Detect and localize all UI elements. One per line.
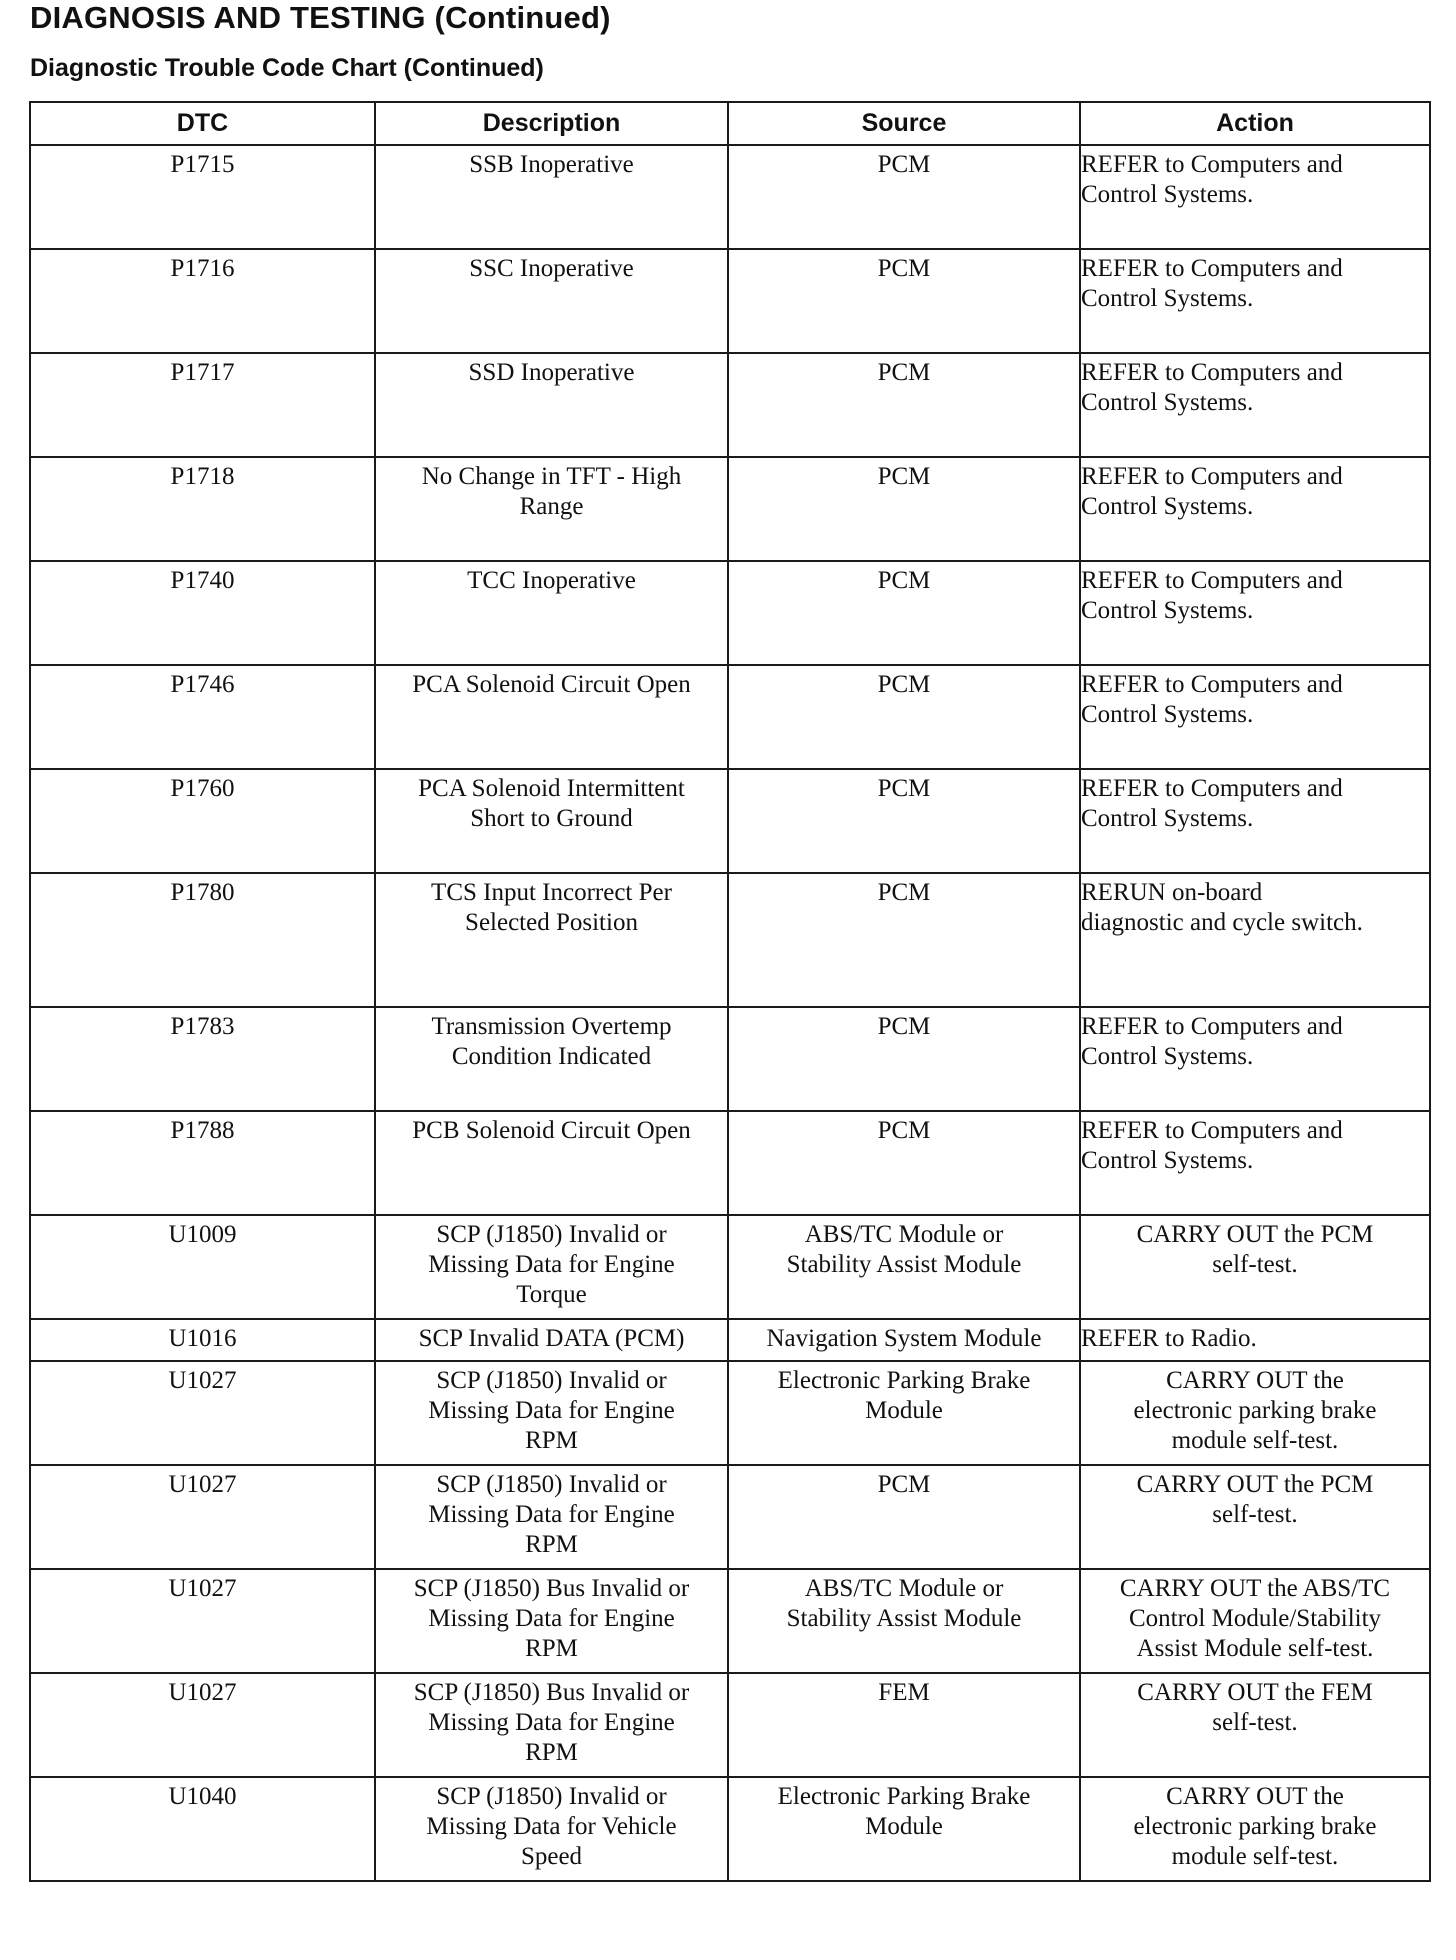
dtc-code: P1783 <box>30 1007 375 1111</box>
dtc-code: U1027 <box>30 1361 375 1465</box>
dtc-description: No Change in TFT - High Range <box>375 457 728 561</box>
dtc-description: SCP (J1850) Invalid or Missing Data for Engine Torque <box>375 1215 728 1319</box>
table-row <box>30 873 1430 1007</box>
dtc-description: SSC Inoperative <box>375 249 728 353</box>
dtc-source: PCM <box>728 457 1080 561</box>
table-row <box>30 1361 1430 1465</box>
dtc-source: PCM <box>728 353 1080 457</box>
table-row <box>30 1111 1430 1215</box>
dtc-action: REFER to Computers and Control Systems. <box>1080 1007 1430 1111</box>
dtc-code: P1740 <box>30 561 375 665</box>
dtc-table <box>29 101 1431 1882</box>
dtc-description: SSD Inoperative <box>375 353 728 457</box>
dtc-description: SCP (J1850) Invalid or Missing Data for Engine RPM <box>375 1361 728 1465</box>
table-row <box>30 457 1430 561</box>
table-row <box>30 1569 1430 1673</box>
dtc-action: REFER to Computers and Control Systems. <box>1080 561 1430 665</box>
dtc-source: PCM <box>728 561 1080 665</box>
dtc-code: P1760 <box>30 769 375 873</box>
column-header-dtc: DTC <box>30 102 375 145</box>
dtc-action: REFER to Computers and Control Systems. <box>1080 769 1430 873</box>
dtc-action: CARRY OUT the PCM self-test. <box>1080 1465 1430 1569</box>
table-header-row <box>30 102 1430 145</box>
page-title: DIAGNOSIS AND TESTING (Continued) <box>30 0 611 35</box>
table-row <box>30 1215 1430 1319</box>
dtc-description: TCS Input Incorrect Per Selected Position <box>375 873 728 1007</box>
dtc-description: TCC Inoperative <box>375 561 728 665</box>
dtc-code: U1027 <box>30 1569 375 1673</box>
dtc-source: ABS/TC Module or Stability Assist Module <box>728 1569 1080 1673</box>
dtc-description: PCA Solenoid Intermittent Short to Ground <box>375 769 728 873</box>
table-row <box>30 1319 1430 1361</box>
dtc-code: P1788 <box>30 1111 375 1215</box>
dtc-action: CARRY OUT the FEM self-test. <box>1080 1673 1430 1777</box>
dtc-description: SCP (J1850) Invalid or Missing Data for Engine RPM <box>375 1465 728 1569</box>
dtc-action: REFER to Computers and Control Systems. <box>1080 457 1430 561</box>
dtc-code: U1027 <box>30 1673 375 1777</box>
table-row <box>30 1673 1430 1777</box>
dtc-code: U1027 <box>30 1465 375 1569</box>
table-row <box>30 249 1430 353</box>
dtc-action: CARRY OUT the ABS/TC Control Module/Stability Assist Module self-test. <box>1080 1569 1430 1673</box>
dtc-code: P1780 <box>30 873 375 1007</box>
dtc-action: CARRY OUT the electronic parking brake module self-test. <box>1080 1361 1430 1465</box>
dtc-action: CARRY OUT the PCM self-test. <box>1080 1215 1430 1319</box>
dtc-action: REFER to Computers and Control Systems. <box>1080 1111 1430 1215</box>
dtc-source: PCM <box>728 145 1080 249</box>
dtc-source: PCM <box>728 1007 1080 1111</box>
dtc-source: Navigation System Module <box>728 1319 1080 1361</box>
dtc-action: REFER to Computers and Control Systems. <box>1080 145 1430 249</box>
dtc-source: PCM <box>728 665 1080 769</box>
dtc-description: PCB Solenoid Circuit Open <box>375 1111 728 1215</box>
dtc-source: PCM <box>728 249 1080 353</box>
column-header-description: Description <box>375 102 728 145</box>
dtc-code: P1716 <box>30 249 375 353</box>
dtc-source: PCM <box>728 1111 1080 1215</box>
dtc-source: ABS/TC Module or Stability Assist Module <box>728 1215 1080 1319</box>
dtc-description: Transmission Overtemp Condition Indicated <box>375 1007 728 1111</box>
dtc-code: P1717 <box>30 353 375 457</box>
dtc-action: REFER to Computers and Control Systems. <box>1080 249 1430 353</box>
page-subtitle: Diagnostic Trouble Code Chart (Continued) <box>30 54 544 82</box>
dtc-code: U1009 <box>30 1215 375 1319</box>
dtc-source: PCM <box>728 769 1080 873</box>
dtc-source: Electronic Parking Brake Module <box>728 1361 1080 1465</box>
column-header-source: Source <box>728 102 1080 145</box>
dtc-action: REFER to Computers and Control Systems. <box>1080 353 1430 457</box>
dtc-description: SCP Invalid DATA (PCM) <box>375 1319 728 1361</box>
dtc-action: REFER to Radio. <box>1080 1319 1430 1361</box>
table-row <box>30 561 1430 665</box>
dtc-source: PCM <box>728 1465 1080 1569</box>
dtc-code: U1040 <box>30 1777 375 1881</box>
dtc-source: FEM <box>728 1673 1080 1777</box>
dtc-code: U1016 <box>30 1319 375 1361</box>
dtc-action: RERUN on-board diagnostic and cycle switch. <box>1080 873 1430 1007</box>
dtc-description: SCP (J1850) Bus Invalid or Missing Data for Engine RPM <box>375 1569 728 1673</box>
dtc-description: PCA Solenoid Circuit Open <box>375 665 728 769</box>
dtc-action: CARRY OUT the electronic parking brake module self-test. <box>1080 1777 1430 1881</box>
table-row <box>30 1465 1430 1569</box>
table-row <box>30 769 1430 873</box>
dtc-code: P1746 <box>30 665 375 769</box>
dtc-code: P1718 <box>30 457 375 561</box>
column-header-action: Action <box>1080 102 1430 145</box>
table-row <box>30 145 1430 249</box>
table-row <box>30 1777 1430 1881</box>
dtc-description: SSB Inoperative <box>375 145 728 249</box>
table-row <box>30 353 1430 457</box>
dtc-source: Electronic Parking Brake Module <box>728 1777 1080 1881</box>
table-row <box>30 1007 1430 1111</box>
table-row <box>30 665 1430 769</box>
dtc-description: SCP (J1850) Bus Invalid or Missing Data for Engine RPM <box>375 1673 728 1777</box>
dtc-description: SCP (J1850) Invalid or Missing Data for Vehicle Speed <box>375 1777 728 1881</box>
dtc-code: P1715 <box>30 145 375 249</box>
dtc-action: REFER to Computers and Control Systems. <box>1080 665 1430 769</box>
dtc-source: PCM <box>728 873 1080 1007</box>
